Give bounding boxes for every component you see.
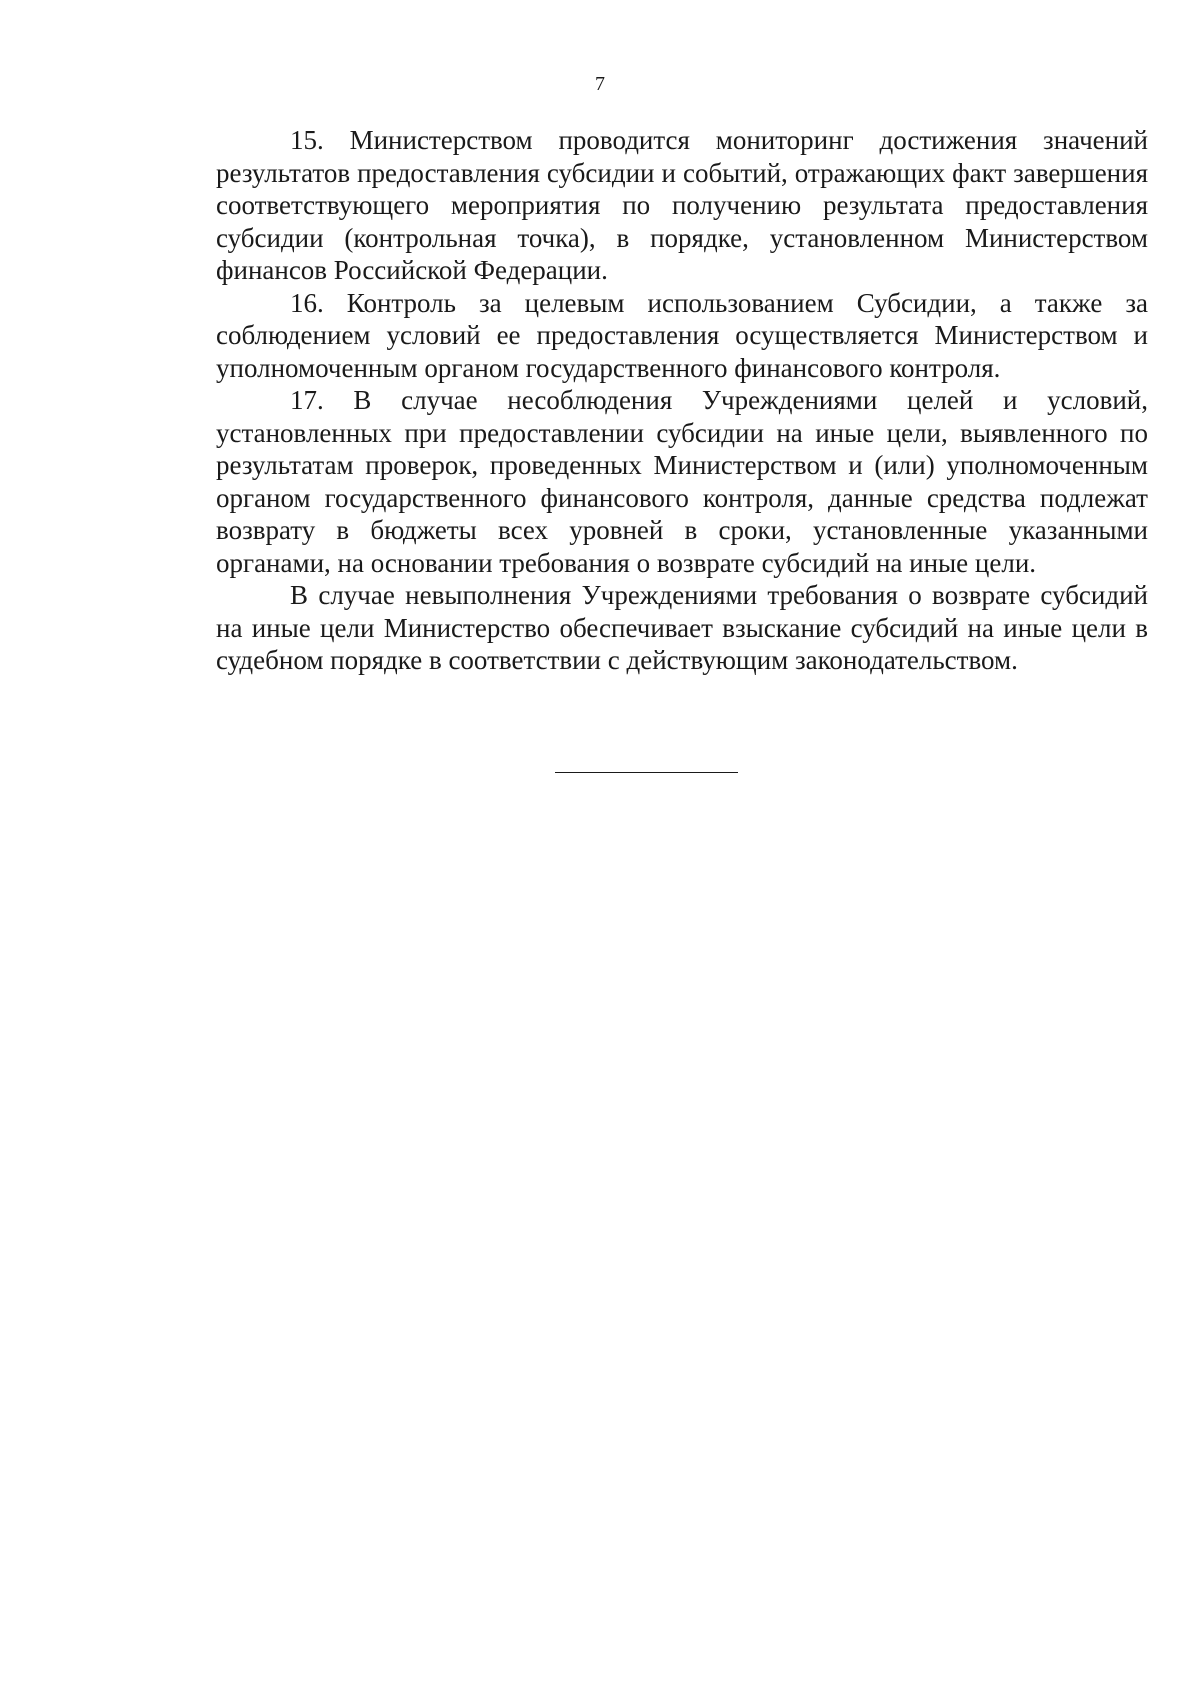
paragraph-16: 16. Контроль за целевым использованием Субсидии, а также за соблюдением условий ее предоставления осуществляется Министерством и уполномоченным органом государственного финансового контроля. xyxy=(216,287,1148,383)
page-number: 7 xyxy=(595,73,605,95)
document-body xyxy=(216,124,1148,677)
end-separator-line xyxy=(555,772,738,773)
paragraph-17-continuation: В случае невыполнения Учреждениями требования о возврате субсидий на иные цели Министерство обеспечивает взыскание субсидий на иные цели в судебном порядке в соответствии с действующим законодательством. xyxy=(216,580,1148,675)
paragraph-15: 15. Министерством проводится мониторинг достижения значений результатов предоставления субсидии и событий, отражающих факт завершения соответствующего мероприятия по получению результата предоставления субсидии (контрольная точка), в порядке, установленном Министерством финансов Российской Федерации. xyxy=(216,125,1148,285)
paragraph-17: 17. В случае несоблюдения Учреждениями целей и условий, установленных при предоставлении субсидии на иные цели, выявленного по результатам проверок, проведенных Министерством и (или) уполномоченным органом государственного финансового контроля, данные средства подлежат возврату в бюджеты всех уровней в сроки, установленные указанными органами, на основании требования о возврате субсидий на иные цели. xyxy=(216,385,1148,578)
